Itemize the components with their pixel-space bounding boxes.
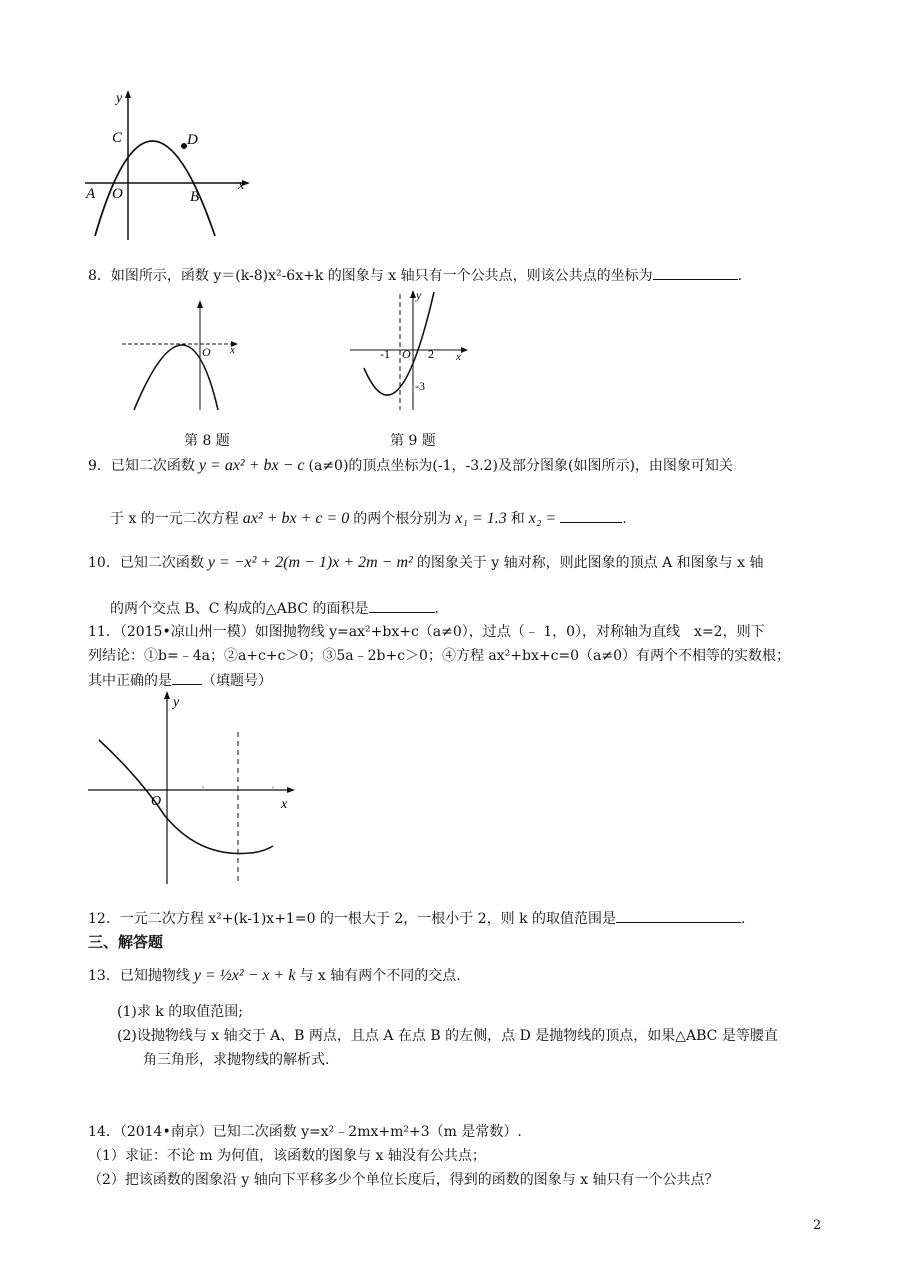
point-c-label: C (112, 130, 123, 146)
question-14-part-1: （1）求证：不论 m 为何值，该函数的图象与 x 轴没有公共点； (88, 1148, 486, 1164)
origin-label: O (151, 794, 162, 809)
answer-blank (653, 265, 738, 280)
root-x1: x₁ = 1.3 (455, 510, 507, 527)
figure-11 (85, 688, 300, 888)
origin-label: O (112, 186, 123, 202)
x-label: x (230, 344, 235, 356)
point-a-label: A (86, 186, 96, 202)
question-13-part-2: (2)设抛物线与 x 轴交于 A、B 两点，且点 A 在点 B 的左侧，点 D 是抛物线的顶点，如果△ABC 是等腰直 (117, 1028, 778, 1044)
origin-label: O (202, 345, 211, 359)
point-d-label: D (187, 132, 198, 148)
page-number: 2 (813, 1218, 822, 1233)
question-12: 12．一元二次方程 x²+(k-1)x+1=0 的一根大于 2，一根小于 2，则 k 的取值范围是 . (88, 908, 745, 929)
root-x2: x₂ = (528, 510, 557, 527)
answer-blank (172, 670, 202, 685)
two-label: 2 (428, 347, 434, 361)
question-11-line-3: 其中正确的是 （填题号） (88, 670, 272, 691)
y-label: y (416, 288, 422, 302)
figure-9 (348, 288, 473, 413)
question-13-part-2-cont: 角三角形，求抛物线的解析式. (143, 1052, 330, 1068)
minus-one-label: -1 (380, 347, 390, 361)
answer-blank (560, 508, 622, 523)
figure-9-caption: 第 9 题 (390, 433, 436, 449)
answer-blank (369, 598, 435, 613)
formula-equation: ax² + bx + c = 0 (242, 510, 350, 527)
x-label: x (238, 178, 245, 193)
question-9-line-2: 于 x 的一元二次方程 ax² + bx + c = 0 的两个根分别为 x₁ = 1.3 和 x₂ = . (110, 510, 627, 527)
origin-label: O (402, 347, 411, 361)
question-14: 14．（2014•南京）已知二次函数 y=x²﹣2mx+m²+3（m 是常数）. (88, 1124, 522, 1140)
question-13-part-1: (1)求 k 的取值范围; (117, 1004, 243, 1020)
question-9: 9．已知二次函数 y = ax² + bx − c (a≠0)的顶点坐标为(-1，-3.2)及部分图象(如图所示)，由图象可知关 (88, 457, 733, 474)
answer-blank (616, 908, 741, 923)
figure-8-caption: 第 8 题 (184, 433, 230, 449)
y-label: y (116, 91, 123, 106)
formula-quadratic: y = ax² + bx − c (198, 457, 305, 474)
point-b-label: B (190, 189, 200, 205)
x-label: x (456, 351, 461, 363)
figure-8 (118, 300, 248, 415)
figure-parabola-top (80, 86, 260, 246)
question-11-line-1: 11．（2015•凉山州一模）如图抛物线 y=ax²+bx+c（a≠0），过点（﹣ 1，0），对称轴为直线 x=2，则下 (88, 624, 765, 640)
y-label: y (173, 695, 180, 710)
question-10-line-2: 的两个交点 B、C 构成的△ABC 的面积是 . (110, 598, 439, 619)
section-heading: 三、解答题 (88, 933, 164, 951)
minus-three-label: -3 (415, 379, 425, 393)
x-label: x (281, 797, 288, 812)
question-8: 8．如图所示，函数 y＝(k-8)x²-6x+k 的图象与 x 轴只有一个公共点，则该公共点的坐标为 . (88, 265, 742, 286)
question-11-line-2: 列结论：①b=﹣4a；②a+c+c＞0；③5a﹣2b+c＞0；④方程 ax²+bx+c=0（a≠0）有两个不相等的实数根； (88, 648, 791, 664)
question-13: 13．已知抛物线 y = ½x² − x + k 与 x 轴有两个不同的交点. (88, 967, 461, 984)
question-14-part-2: （2）把该函数的图象沿 y 轴向下平移多少个单位长度后，得到的函数的图象与 x 轴只有一个公共点？ (88, 1172, 719, 1188)
question-10: 10．已知二次函数 y = −x² + 2(m − 1)x + 2m − m² 的图象关于 y 轴对称，则此图象的顶点 A 和图象与 x 轴 (88, 554, 764, 571)
formula-parabola: y = ½x² − x + k (193, 967, 296, 984)
formula-function: y = −x² + 2(m − 1)x + 2m − m² (207, 554, 413, 571)
